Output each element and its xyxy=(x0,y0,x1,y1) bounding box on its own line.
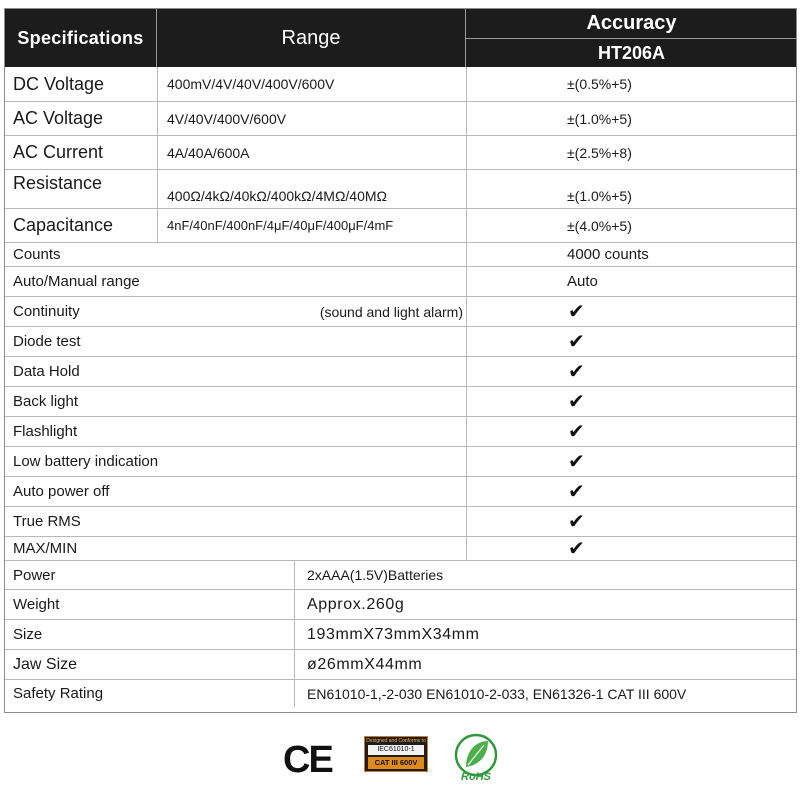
spec-range: 4nF/40nF/400nF/4μF/40μF/400μF/4mF xyxy=(157,209,466,242)
spec-range: 4A/40A/600A xyxy=(157,136,466,169)
feature-row xyxy=(5,507,796,537)
rohs-leaf-icon xyxy=(448,729,504,785)
feature-name: Counts xyxy=(13,246,61,263)
general-value: ø26mmX44mm xyxy=(294,650,797,679)
checkmark-icon: ✔ xyxy=(466,477,797,506)
header-model: HT206A xyxy=(466,38,797,67)
feature-row xyxy=(5,477,796,507)
spec-accuracy: ±(1.0%+5) xyxy=(466,102,797,135)
spec-accuracy: ±(4.0%+5) xyxy=(466,209,797,242)
general-row xyxy=(5,650,796,680)
feature-row xyxy=(5,357,796,387)
spec-name: Resistance xyxy=(13,173,103,193)
general-row xyxy=(5,620,796,650)
svg-text:RoHS: RoHS xyxy=(461,771,491,783)
spec-row xyxy=(5,136,796,170)
checkmark-icon: ✔ xyxy=(466,387,797,416)
iec-badge-standard: IEC61010-1 xyxy=(368,745,424,755)
general-value: Approx.260g xyxy=(294,590,797,619)
iec-cat-badge-icon xyxy=(364,736,428,772)
feature-row xyxy=(5,417,796,447)
spec-range: 4V/40V/400V/600V xyxy=(157,102,466,135)
spec-sheet xyxy=(4,8,797,713)
general-name: Weight xyxy=(13,596,60,613)
spec-name: Capacitance xyxy=(13,215,114,235)
feature-row xyxy=(5,327,796,357)
checkmark-icon: ✔ xyxy=(466,297,797,326)
feature-name: Back light xyxy=(13,393,79,410)
spec-accuracy: ±(1.0%+5) xyxy=(466,170,797,208)
spec-name: DC Voltage xyxy=(13,73,105,94)
header-accuracy: Accuracy xyxy=(586,12,677,34)
feature-name: MAX/MIN xyxy=(13,540,78,557)
general-name: Safety Rating xyxy=(13,685,104,702)
feature-row xyxy=(5,537,796,561)
feature-value: Auto xyxy=(466,267,797,296)
feature-row xyxy=(5,387,796,417)
general-row xyxy=(5,680,796,707)
feature-name: Continuity xyxy=(13,303,80,320)
general-value: EN61010-1,-2-030 EN61010-2-033, EN61326-1 CAT III 600V xyxy=(294,680,797,707)
checkmark-icon: ✔ xyxy=(466,447,797,476)
iec-badge-caption: Designed and Conforms to xyxy=(366,738,426,744)
spec-row xyxy=(5,170,796,209)
feature-name: Data Hold xyxy=(13,363,80,380)
feature-row xyxy=(5,447,796,477)
general-row xyxy=(5,590,796,620)
feature-note: (sound and light alarm) xyxy=(319,303,463,320)
spec-row xyxy=(5,67,796,102)
feature-name: True RMS xyxy=(13,513,81,530)
spec-name: AC Current xyxy=(13,142,104,162)
feature-row xyxy=(5,297,796,327)
table-header xyxy=(5,9,796,67)
general-value: 2xAAA(1.5V)Batteries xyxy=(294,561,797,589)
checkmark-icon: ✔ xyxy=(466,417,797,446)
feature-name: Auto/Manual range xyxy=(13,273,140,290)
header-specifications: Specifications xyxy=(5,9,157,67)
spec-accuracy: ±(2.5%+8) xyxy=(466,136,797,169)
spec-row xyxy=(5,102,796,136)
spec-range: 400Ω/4kΩ/40kΩ/400kΩ/4MΩ/40MΩ xyxy=(157,170,466,208)
general-name: Size xyxy=(13,626,43,643)
spec-accuracy: ±(0.5%+5) xyxy=(466,67,797,101)
general-row xyxy=(5,561,796,590)
checkmark-icon: ✔ xyxy=(466,537,797,560)
certification-logos xyxy=(0,735,800,785)
feature-name: Low battery indication xyxy=(13,453,159,470)
spec-row xyxy=(5,209,796,243)
spec-name: AC Voltage xyxy=(13,108,104,128)
general-name: Power xyxy=(13,566,56,584)
feature-value: 4000 counts xyxy=(466,243,797,266)
checkmark-icon: ✔ xyxy=(466,507,797,536)
feature-row xyxy=(5,267,796,297)
feature-name: Auto power off xyxy=(13,483,110,500)
header-range: Range xyxy=(157,9,466,67)
spec-range: 400mV/4V/40V/400V/600V xyxy=(157,67,466,101)
checkmark-icon: ✔ xyxy=(466,357,797,386)
feature-row xyxy=(5,243,796,267)
feature-name: Flashlight xyxy=(13,423,78,440)
checkmark-icon: ✔ xyxy=(466,327,797,356)
general-value: 193mmX73mmX34mm xyxy=(294,620,797,649)
iec-badge-category: CAT III 600V xyxy=(368,757,424,769)
feature-name: Diode test xyxy=(13,333,81,350)
ce-mark-icon: CE xyxy=(283,739,332,781)
general-name: Jaw Size xyxy=(13,655,78,673)
